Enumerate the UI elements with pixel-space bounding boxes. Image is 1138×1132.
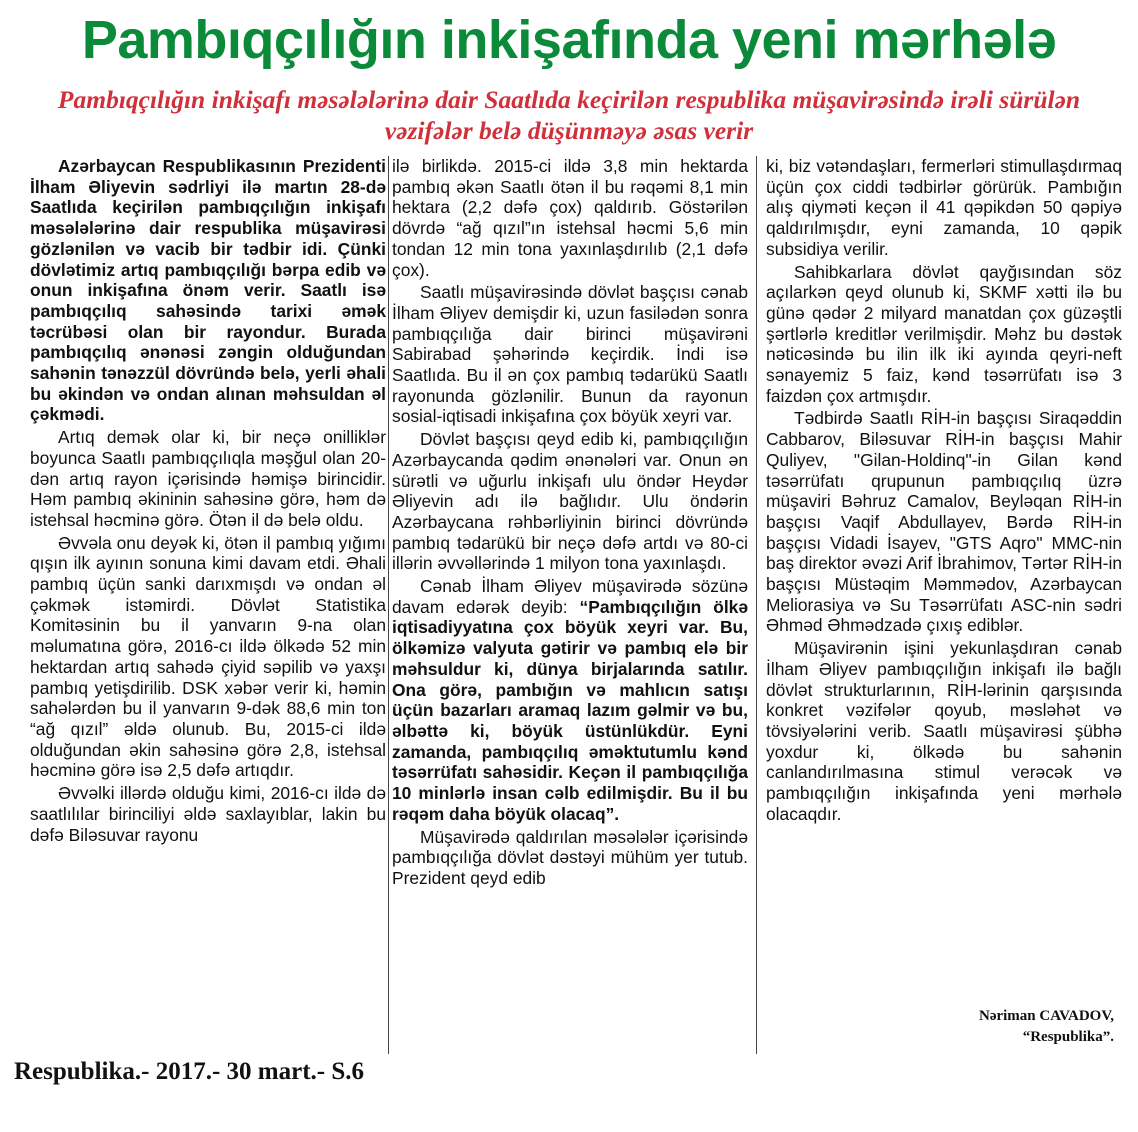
- paragraph: Müşavirənin işini yekunlaşdıran cənab İlham Əliyev pambıqçılığın inkişafı ilə bağlı dövlət strukturlarının, RİH-lərinin qarşısında konkret vəzifələr qoyub, məsləhət və tövsiyələrini verib. Saatlı müşavirəsi şübhə yoxdur ki, ölkədə bu sahənin canlandırılmasına stimul verəcək və pambıqçılığın inkişafında yeni mərhələ olacaqdır.: [766, 638, 1122, 824]
- article-column-2: [392, 156, 748, 1046]
- column-divider: [756, 156, 757, 1054]
- paragraph: Əvvəla onu deyək ki, ötən il pambıq yığımı qışın ilk ayının sonuna kimi davam etdi. Əhali pambıq üçün sanki darıxmışdı və ondan əl çəkmək istəmirdi. Dövlət Statistika Komitəsinin bu il yanvarın 9-na olan məlumatına görə, 2016-cı ildə ölkədə 52 min hektardan artıq sahədə çiyid səpilib və yaxşı pambıq yetişdirilib. DSK xəbər verir ki, həmin sahələrdən bu il yanvarın 9-dək 88,6 min ton “ağ qızıl” əldə olunub. Bu, 2015-ci ildə olduğundan əkin sahəsinə görə 2,8, istehsal həcminə görə isə 2,5 dəfə artıqdır.: [30, 532, 386, 781]
- column-divider: [388, 156, 389, 1054]
- paragraph: Əvvəlki illərdə olduğu kimi, 2016-cı ildə də saatlılılar birinciliyi əldə saxlayıblar, lakin bu dəfə Biləsuvar rayonu: [30, 783, 386, 845]
- quote-intro: Cənab İlham Əliyev müşavirədə sözünə davam edərək deyib:: [392, 576, 748, 617]
- source-citation: Respublika.- 2017.- 30 mart.- S.6: [14, 1058, 365, 1085]
- paragraph: Saatlı müşavirəsində dövlət başçısı cənab İlham Əliyev demişdir ki, uzun fasilədən sonra pambıqçılığa dair birinci müşavirəni Sabirabad şəhərində keçirdik. İndi isə Saatlıda. Bu il ən çox pambıq tədarükü Saatlı rayonunda gözlənilir. Bunun da rayonun sosial-iqtisadi inkişafına çox böyük xeyri var.: [392, 282, 748, 427]
- author-byline: [979, 1006, 1114, 1048]
- paragraph: Tədbirdə Saatlı RİH-in başçısı Siraqəddin Cabbarov, Biləsuvar RİH-in başçısı Mahir Quliyev, "Gilan-Holdinq"-in Gilan kənd təsərrüfatı qrupunun pambıqçılıq üzrə müşaviri Bəhruz Camalov, Beyləqan RİH-in başçısı Vaqif Abdullayev, Bərdə RİH-in başçısı Vidadi İsayev, "GTS Aqro" MMC-nin baş direktor əvəzi Arif İbrahimov, Tərtər RİH-in başçısı Müstəqim Məmmədov, Azərbaycan Meliorasiya və Su Təsərrüfatı ASC-nin sədri Əhməd Əhmədzadə çıxış ediblər.: [766, 408, 1122, 636]
- article-column-1: [30, 156, 386, 1046]
- publication-name: “Respublika”.: [1022, 1029, 1114, 1045]
- article-subheadline: Pambıqçılığın inkişafı məsələlərinə dair Saatlıda keçirilən respublika müşavirəsində irəli sürülən vəzifələr belə düşünməyə əsas verir: [57, 85, 1081, 145]
- author-name: Nəriman CAVADOV,: [978, 1008, 1114, 1024]
- paragraph: Sahibkarlara dövlət qayğısından söz açılarkən qeyd olunub ki, SKMF xətti ilə bu günə qədər 2 milyard manatdan çox güzəştli şərtlərlə kreditlər verilmişdir. Məhz bu dəstək nəticəsində bu ilin ilk iki ayında qeyri-neft sənayemiz 5 faiz, kənd təsərrüfatı isə 3 faizdən çox artmışdır.: [766, 261, 1122, 406]
- paragraph: Artıq demək olar ki, bir neçə onilliklər boyunca Saatlı pambıqçılıqla məşğul olan 20-dən artıq rayon içərisində həmişə birincidir. Həm pambıq əkininin sahəsinə görə, həm də istehsal həcminə görə. Ötən il də belə oldu.: [30, 427, 386, 530]
- article-headline: Pambıqçılığın inkişafında yeni mərhələ: [81, 10, 1057, 70]
- quote-paragraph: [392, 576, 748, 824]
- president-quote: “Pambıqçılığın ölkə iqtisadiyyatına çox böyük xeyri var. Bu, ölkəmizə valyuta gətirir və pambıq elə bir məhsuldur ki, dünya birjalarında satılır. Ona görə, pambığın və mahlıcın satışı üçün bazarları aramaq lazım gəlmir və bu, əlbəttə ki, böyük üstünlükdür. Eyni zamanda, pambıqçılıq əməktutumlu kənd təsərrüfatı sahəsidir. Keçən il pambıqçılığa 10 minlərlə insan cəlb edilmişdir. Bu il bu rəqəm daha böyük olacaq”.: [392, 596, 748, 824]
- lead-paragraph: Azərbaycan Respublikasının Prezidenti İlham Əliyevin sədrliyi ilə martın 28-də Saatlıda keçirilən pambıqçılığın inkişafı məsələlərinə dair respublika müşavirəsi gözlənilən və vacib bir tədbir idi. Çünki dövlətimiz artıq pambıqçılığı bərpa edib və onun inkişafına önəm verir. Saatlı isə pambıqçılıq sahəsində tarixi əmək təcrübəsi olan bir rayondur. Burada pambıqçılıq ənənəsi zəngin olduğundan sahənin tənəzzül dövründə belə, yerli əhali bu əkindən və ondan alınan məhsuldan əl çəkmədi.: [30, 156, 386, 425]
- paragraph: Dövlət başçısı qeyd edib ki, pambıqçılığın Azərbaycanda qədim ənənələri var. Onun ən sürətli və uğurlu inkişafı ulu öndər Heydər Əliyevin adı ilə bağlıdır. Ulu öndərin Azərbaycana rəhbərliyinin birinci dövründə pambıq tədarükü bir neçə dəfə artdı və 80-ci illərin əvvəllərində 1 milyon tona yaxınlaşdı.: [392, 429, 748, 574]
- article-column-3: [766, 156, 1122, 1046]
- paragraph: ki, biz vətəndaşları, fermerləri stimullaşdırmaq üçün çox ciddi tədbirlər görürük. Pambığın alış qiyməti keçən il 41 qəpikdən 50 qəpiyə qaldırılmışdır, eyni zamanda, 10 qəpik subsidiya verilir.: [766, 156, 1122, 259]
- paragraph: Müşavirədə qaldırılan məsələlər içərisində pambıqçılığa dövlət dəstəyi mühüm yer tutub. Prezident qeyd edib: [392, 826, 748, 888]
- paragraph: ilə birlikdə. 2015-ci ildə 3,8 min hektarda pambıq əkən Saatlı ötən il bu rəqəmi 8,1 min hektara (2,2 dəfə çox) qaldırıb. Göstərilən dövrdə “ağ qızıl”ın istehsal həcmi 5,6 min tondan 12 min tona yaxınlaşdırılıb (2,1 dəfə çox).: [392, 156, 748, 280]
